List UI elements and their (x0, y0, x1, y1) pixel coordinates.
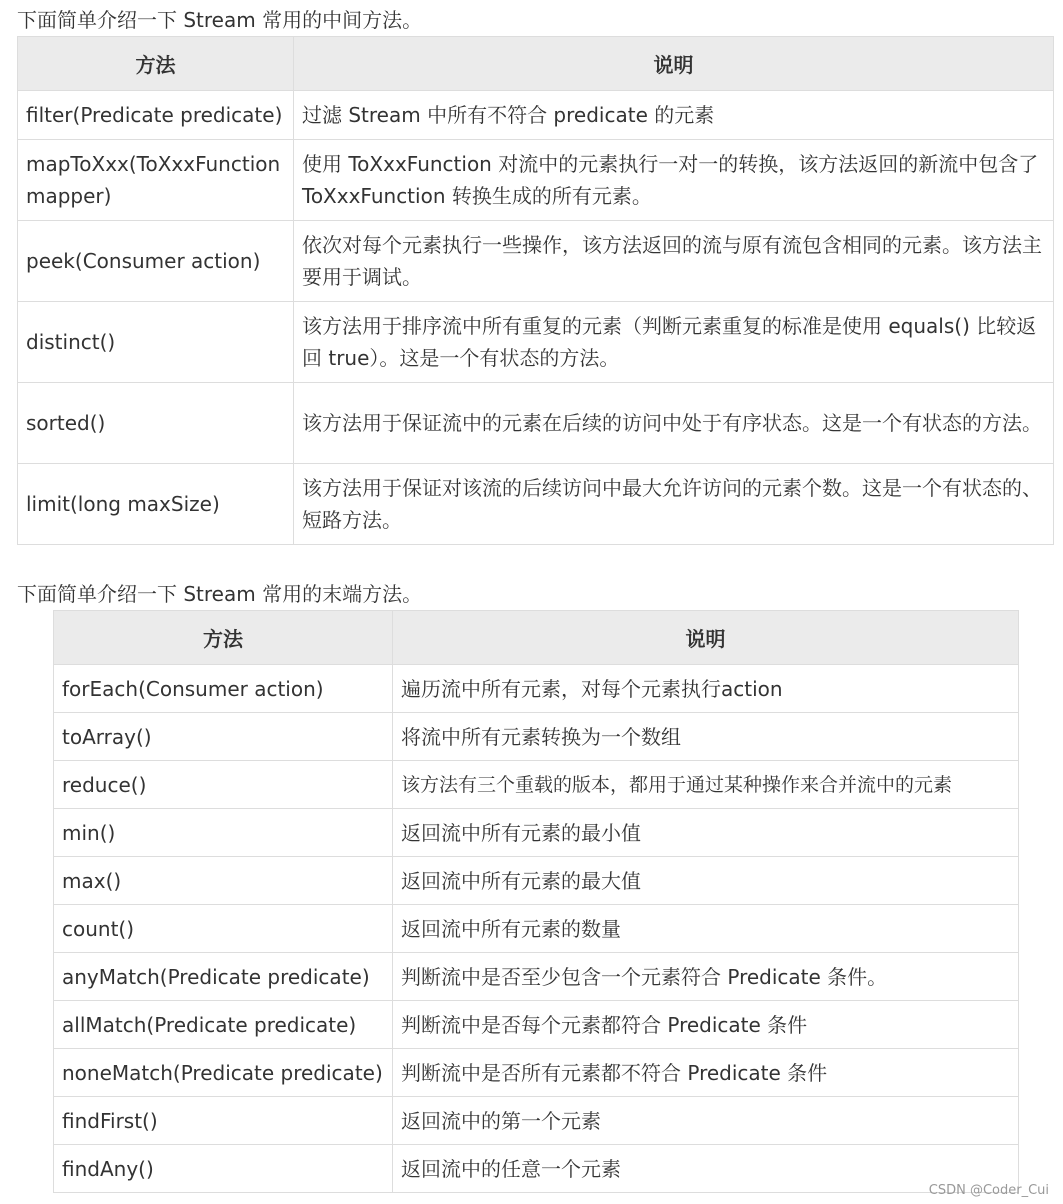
method-cell: sorted() (18, 383, 294, 464)
table-row (54, 1001, 1019, 1049)
table-row (54, 1097, 1019, 1145)
table-row (54, 953, 1019, 1001)
watermark: CSDN @Coder_Cui (928, 1183, 1049, 1198)
method-cell: distinct() (18, 302, 294, 383)
method-cell: noneMatch(Predicate predicate) (54, 1049, 393, 1097)
description-cell: 返回流中所有元素的最大值 (393, 857, 1019, 905)
header-description: 说明 (393, 611, 1019, 665)
intro-terminal: 下面简单介绍一下 Stream 常用的末端方法。 (17, 582, 423, 606)
description-cell: 遍历流中所有元素，对每个元素执行action (393, 665, 1019, 713)
method-cell: allMatch(Predicate predicate) (54, 1001, 393, 1049)
description-cell: 依次对每个元素执行一些操作，该方法返回的流与原有流包含相同的元素。该方法主要用于调试。 (294, 221, 1054, 302)
method-cell: forEach(Consumer action) (54, 665, 393, 713)
method-cell: reduce() (54, 761, 393, 809)
table-header-row (54, 611, 1019, 665)
header-description: 说明 (294, 37, 1054, 91)
description-cell: 该方法用于排序流中所有重复的元素（判断元素重复的标准是使用 equals() 比较返回 true）。这是一个有状态的方法。 (294, 302, 1054, 383)
header-method: 方法 (54, 611, 393, 665)
description-cell: 返回流中所有元素的最小值 (393, 809, 1019, 857)
table-row (54, 809, 1019, 857)
description-cell: 该方法用于保证对该流的后续访问中最大允许访问的元素个数。这是一个有状态的、短路方法。 (294, 464, 1054, 545)
table-row (54, 1145, 1019, 1193)
table-row (54, 857, 1019, 905)
description-cell: 该方法用于保证流中的元素在后续的访问中处于有序状态。这是一个有状态的方法。 (294, 383, 1054, 464)
description-cell: 返回流中所有元素的数量 (393, 905, 1019, 953)
description-cell: 将流中所有元素转换为一个数组 (393, 713, 1019, 761)
table-row (54, 761, 1019, 809)
description-cell: 过滤 Stream 中所有不符合 predicate 的元素 (294, 91, 1054, 140)
terminal-methods-table (53, 610, 1019, 1193)
description-cell: 返回流中的任意一个元素 (393, 1145, 1019, 1193)
method-cell: anyMatch(Predicate predicate) (54, 953, 393, 1001)
method-cell: toArray() (54, 713, 393, 761)
table-row (54, 1049, 1019, 1097)
method-cell: filter(Predicate predicate) (18, 91, 294, 140)
description-cell: 判断流中是否所有元素都不符合 Predicate 条件 (393, 1049, 1019, 1097)
table-row (18, 221, 1054, 302)
description-cell: 该方法有三个重载的版本，都用于通过某种操作来合并流中的元素 (393, 761, 1019, 809)
description-cell: 使用 ToXxxFunction 对流中的元素执行一对一的转换，该方法返回的新流中包含了 ToXxxFunction 转换生成的所有元素。 (294, 140, 1054, 221)
table-row (18, 140, 1054, 221)
table-row (18, 91, 1054, 140)
description-cell: 判断流中是否每个元素都符合 Predicate 条件 (393, 1001, 1019, 1049)
table-row (18, 383, 1054, 464)
method-cell: count() (54, 905, 393, 953)
table-row (18, 302, 1054, 383)
description-cell: 返回流中的第一个元素 (393, 1097, 1019, 1145)
method-cell: findAny() (54, 1145, 393, 1193)
table-row (54, 713, 1019, 761)
method-cell: mapToXxx(ToXxxFunction mapper) (18, 140, 294, 221)
method-cell: findFirst() (54, 1097, 393, 1145)
table-row (18, 464, 1054, 545)
table-header-row (18, 37, 1054, 91)
method-cell: peek(Consumer action) (18, 221, 294, 302)
description-cell: 判断流中是否至少包含一个元素符合 Predicate 条件。 (393, 953, 1019, 1001)
method-cell: max() (54, 857, 393, 905)
table-row (54, 665, 1019, 713)
header-method: 方法 (18, 37, 294, 91)
table-row (54, 905, 1019, 953)
intermediate-methods-table (17, 36, 1054, 545)
intro-intermediate: 下面简单介绍一下 Stream 常用的中间方法。 (17, 8, 423, 32)
method-cell: limit(long maxSize) (18, 464, 294, 545)
method-cell: min() (54, 809, 393, 857)
